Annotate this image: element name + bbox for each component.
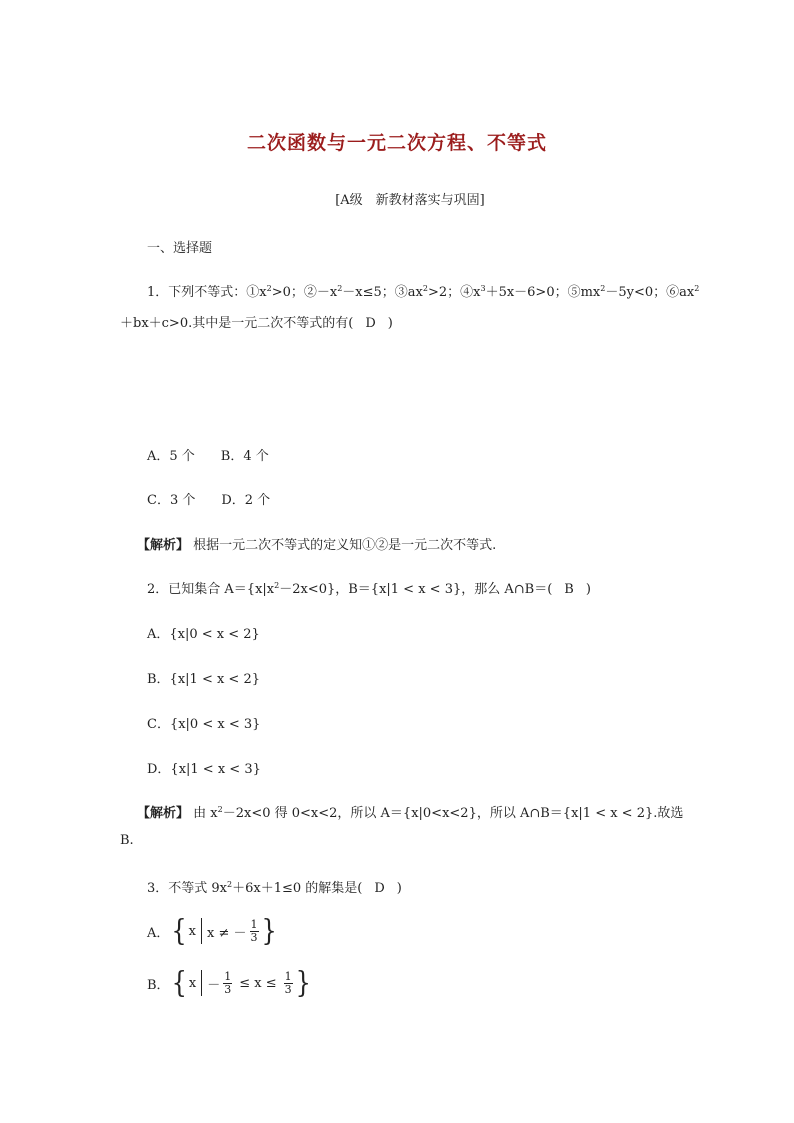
q3-answer: D <box>374 881 385 896</box>
q2-option-b: B．{x|1 < x < 2} <box>147 672 260 687</box>
q2-analysis-cont: B. <box>120 833 134 848</box>
q2-option-d: D．{x|1 < x < 3} <box>147 762 261 777</box>
page-title: 二次函数与一元二次方程、不等式 <box>246 132 547 154</box>
q2-answer: B <box>564 582 574 597</box>
level-subtitle: [A级 新教材落实与巩固] <box>335 193 485 208</box>
fraction-one-third: $\frac{1}{3}$ <box>284 969 292 996</box>
q3-stem: 3．不等式 $9x^2+6x+1\le 0$ 的解集是( D ) <box>147 880 402 896</box>
q2-analysis: 【解析】 由 $x^2-2x<0$ 得 0<x<2，所以 A＝{x|0<x<2}，所以 A∩B＝{x|1 < x < 2}.故选 <box>137 805 684 821</box>
q2-option-a: A．{x|0 < x < 2} <box>147 627 260 642</box>
section-heading: 一、选择题 <box>147 241 213 256</box>
q1-answer: D <box>365 316 376 331</box>
q2-option-c: C．{x|0 < x < 3} <box>147 717 261 732</box>
q1-option-ab: A．5 个 B．4 个 <box>147 449 269 464</box>
q3-option-b: B． { x － $\frac{1}{3}$ ≤ x ≤ $\frac{1}{3}$ } <box>147 966 311 1000</box>
q3-option-a: A． { x x ≠ － $\frac{1}{3}$ } <box>147 914 277 948</box>
fraction-one-third: $\frac{1}{3}$ <box>250 917 258 944</box>
q1-stem-line1: 1．下列不等式：$①x^2>0$；$②-x^2-x\le 5$；$③ax^2>2$；$④x^3+5x-6>0$；$⑤mx^2-5y<0$；$⑥ax^2$ <box>147 284 700 300</box>
q2-stem: 2．已知集合 $A=\{x|x^2-2x<0\}$，B＝{x|1 < x < 3}，那么 A∩B＝( B ) <box>147 581 591 597</box>
q1-stem-line2: ＋bx＋c>0.其中是一元二次不等式的有( D ) <box>120 316 393 331</box>
fraction-one-third: $\frac{1}{3}$ <box>224 969 232 996</box>
q1-analysis: 【解析】 根据一元二次不等式的定义知①②是一元二次不等式. <box>137 538 497 553</box>
q1-option-cd: C．3 个 D．2 个 <box>147 493 271 508</box>
